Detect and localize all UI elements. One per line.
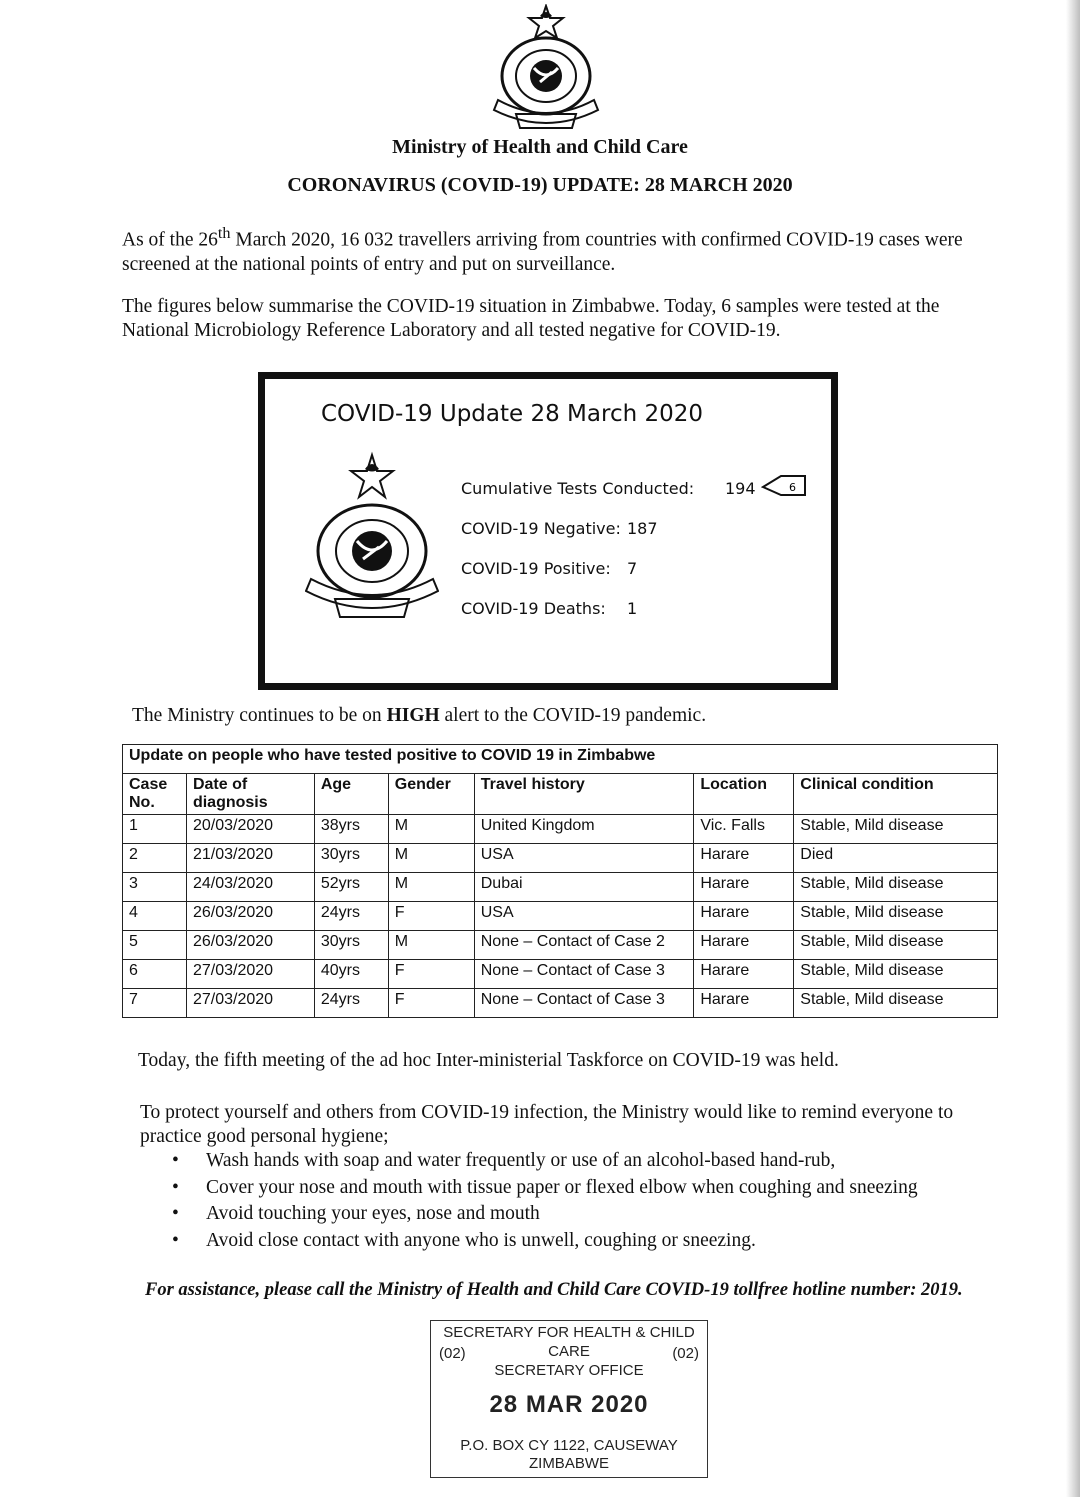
clinical-condition: Stable, Mild disease xyxy=(794,902,998,931)
gender: M xyxy=(388,931,474,960)
age: 52yrs xyxy=(314,873,388,902)
list-item: • Cover your nose and mouth with tissue paper or flexed elbow when coughing and sneezing xyxy=(168,1177,918,1204)
positive-label: COVID-19 Positive: xyxy=(461,559,611,578)
clinical-condition: Stable, Mild disease xyxy=(794,931,998,960)
clinical-condition: Died xyxy=(794,844,998,873)
case-no: 2 xyxy=(123,844,187,873)
table-header-row xyxy=(123,774,998,815)
update-title: CORONAVIRUS (COVID-19) UPDATE: 28 MARCH 2020 xyxy=(287,174,793,196)
clinical-condition: Stable, Mild disease xyxy=(794,873,998,902)
diagnosis-date: 26/03/2020 xyxy=(186,902,314,931)
col-header: Clinical condition xyxy=(794,774,998,815)
col-header: Age xyxy=(314,774,388,815)
negative-value: 187 xyxy=(627,519,658,538)
cases-table xyxy=(122,744,998,1018)
table-row xyxy=(123,844,998,873)
table-row xyxy=(123,902,998,931)
clinical-condition: Stable, Mild disease xyxy=(794,815,998,844)
hygiene-intro-paragraph: To protect yourself and others from COVID-19 infection, the Ministry would like to remind everyone to practice good personal hygiene; xyxy=(140,1102,954,1147)
stamp-code-left: (02) xyxy=(439,1345,466,1362)
stamp-line: CARE xyxy=(548,1343,590,1360)
summary-title: COVID-19 Update 28 March 2020 xyxy=(321,401,704,427)
list-item: • Avoid touching your eyes, nose and mouth xyxy=(168,1203,918,1230)
travel-history: Dubai xyxy=(474,873,694,902)
page-edge-shadow xyxy=(1066,0,1080,1497)
diagnosis-date: 21/03/2020 xyxy=(186,844,314,873)
gender: M xyxy=(388,815,474,844)
stamp-line: SECRETARY OFFICE xyxy=(494,1362,644,1379)
diagnosis-date: 27/03/2020 xyxy=(186,960,314,989)
diagnosis-date: 27/03/2020 xyxy=(186,989,314,1018)
gender: F xyxy=(388,960,474,989)
diagnosis-date: 20/03/2020 xyxy=(186,815,314,844)
travel-history: USA xyxy=(474,844,694,873)
list-item: • Wash hands with soap and water frequently or use of an alcohol-based hand-rub, xyxy=(168,1150,918,1177)
age: 38yrs xyxy=(314,815,388,844)
age: 30yrs xyxy=(314,931,388,960)
gender: F xyxy=(388,989,474,1018)
travel-history: None – Contact of Case 3 xyxy=(474,960,694,989)
list-item: • Avoid close contact with anyone who is unwell, coughing or sneezing. xyxy=(168,1230,918,1257)
location: Harare xyxy=(694,873,794,902)
stamp-line: SECRETARY FOR HEALTH & CHILD xyxy=(443,1324,695,1341)
diagnosis-date: 24/03/2020 xyxy=(186,873,314,902)
table-row xyxy=(123,989,998,1018)
travel-history: USA xyxy=(474,902,694,931)
age: 24yrs xyxy=(314,902,388,931)
summary-intro-paragraph: The figures below summarise the COVID-19 situation in Zimbabwe. Today, 6 samples were tested at the National Microbiology Reference Laboratory and all tested negative for COVID-19. xyxy=(122,296,940,341)
table-row xyxy=(123,960,998,989)
gender: M xyxy=(388,844,474,873)
ministry-emblem-logo-small xyxy=(305,451,439,631)
table-row xyxy=(123,931,998,960)
clinical-condition: Stable, Mild disease xyxy=(794,960,998,989)
travel-history: United Kingdom xyxy=(474,815,694,844)
ordinal-suffix: th xyxy=(217,224,231,242)
table-row xyxy=(123,873,998,902)
travellers-paragraph: As of the 26th March 2020, 16 032 travellers arriving from countries with confirmed COVID-19 cases were screened at the national points of entry and put on surveillance. xyxy=(122,224,963,275)
travel-history: None – Contact of Case 3 xyxy=(474,989,694,1018)
case-no: 6 xyxy=(123,960,187,989)
location: Harare xyxy=(694,931,794,960)
case-no: 4 xyxy=(123,902,187,931)
location: Harare xyxy=(694,960,794,989)
taskforce-paragraph: Today, the fifth meeting of the ad hoc Inter-ministerial Taskforce on COVID-19 was held. xyxy=(138,1050,839,1071)
alert-level: HIGH xyxy=(386,705,440,726)
case-no: 1 xyxy=(123,815,187,844)
table-row xyxy=(123,815,998,844)
location: Harare xyxy=(694,902,794,931)
travel-history: None – Contact of Case 2 xyxy=(474,931,694,960)
location: Vic. Falls xyxy=(694,815,794,844)
col-header: Date of diagnosis xyxy=(186,774,314,815)
increase-arrow-icon xyxy=(761,473,809,499)
age: 30yrs xyxy=(314,844,388,873)
stamp-code-right: (02) xyxy=(672,1345,699,1362)
case-no: 3 xyxy=(123,873,187,902)
col-header: Location xyxy=(694,774,794,815)
stamp-line: P.O. BOX CY 1122, CAUSEWAY xyxy=(460,1437,678,1454)
deaths-value: 1 xyxy=(627,599,638,618)
case-no: 7 xyxy=(123,989,187,1018)
ministry-name: Ministry of Health and Child Care xyxy=(392,136,688,158)
positive-value: 7 xyxy=(627,559,638,578)
cumulative-tests-label: Cumulative Tests Conducted: xyxy=(461,479,695,498)
col-header: Travel history xyxy=(474,774,694,815)
diagnosis-date: 26/03/2020 xyxy=(186,931,314,960)
cumulative-tests-value: 194 xyxy=(725,479,756,498)
negative-label: COVID-19 Negative: xyxy=(461,519,621,538)
location: Harare xyxy=(694,844,794,873)
deaths-label: COVID-19 Deaths: xyxy=(461,599,606,618)
table-caption: Update on people who have tested positive to COVID 19 in Zimbabwe xyxy=(123,745,998,774)
summary-box xyxy=(258,372,838,690)
location: Harare xyxy=(694,989,794,1018)
stamp-date: 28 MAR 2020 xyxy=(489,1391,649,1418)
stamp-line: ZIMBABWE xyxy=(528,1455,609,1472)
increase-value: 6 xyxy=(789,481,796,494)
clinical-condition: Stable, Mild disease xyxy=(794,989,998,1018)
gender: F xyxy=(388,902,474,931)
col-header: Case No. xyxy=(123,774,187,815)
col-header: Gender xyxy=(388,774,474,815)
alert-statement: The Ministry continues to be on HIGH alert to the COVID-19 pandemic. xyxy=(132,705,707,726)
gender: M xyxy=(388,873,474,902)
age: 40yrs xyxy=(314,960,388,989)
hygiene-tips-list xyxy=(168,1150,918,1256)
age: 24yrs xyxy=(314,989,388,1018)
case-no: 5 xyxy=(123,931,187,960)
hotline-note: For assistance, please call the Ministry of Health and Child Care COVID-19 tollfree hotline number: 2019. xyxy=(145,1280,963,1300)
ministry-emblem-logo xyxy=(490,4,602,134)
office-stamp xyxy=(430,1320,708,1478)
